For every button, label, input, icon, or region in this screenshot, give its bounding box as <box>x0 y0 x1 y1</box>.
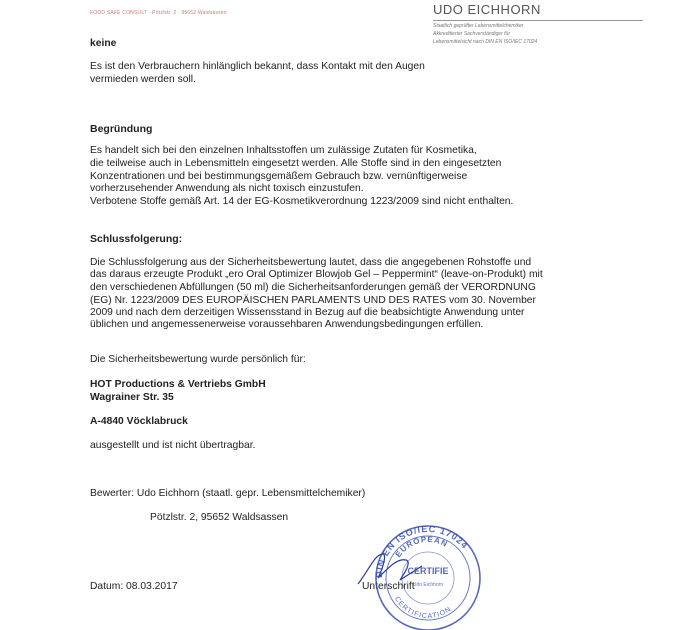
signature-label: Unterschrift <box>362 581 415 592</box>
letterhead-subtitle: Akkreditierter Sachverständiger für <box>433 31 510 37</box>
conclusion-line: Die Schlussfolgerung aus der Sicherheitsbewertung lautet, dass die angegebenen Rohstoffe und <box>90 257 532 268</box>
issued-outro: ausgestellt und ist nicht übertragbar. <box>90 440 256 451</box>
svg-text:CERTIFICATION <box>393 596 453 620</box>
effects-text-line: Es ist den Verbrauchern hinlänglich bekannt, dass Kontakt mit den Augen <box>90 61 425 72</box>
section-heading-conclusion: Schlussfolgerung: <box>90 233 183 245</box>
sender-address-line: FOOD SAFE CONSULT · Pötzlstr. 2 · 95652 Waldsassen <box>90 10 227 16</box>
date-line: Datum: 08.03.2017 <box>90 581 178 592</box>
stamp-top-text: EUROPEAN <box>393 534 450 559</box>
effects-text-line: vermieden werden soll. <box>90 74 196 85</box>
conclusion-line: üblichen und angemessenerweise voraussehbaren Anwendungsbedingungen erfüllen. <box>90 319 484 330</box>
certification-stamp <box>368 518 488 630</box>
client-street: Wagrainer Str. 35 <box>90 392 174 403</box>
conclusion-line: (EG) Nr. 1223/2009 DES EUROPÄISCHEN PARLAMENTS UND DES RATES vom 30. November <box>90 295 536 306</box>
conclusion-line: den verschiedenen Abfüllungen (50 ml) die Sicherheitsanforderungen gemäß der VERORDNUNG <box>90 282 536 293</box>
stamp-center-small: Udo Eichhorn <box>412 582 444 588</box>
assessor-address: Pötzlstr. 2, 95652 Waldsassen <box>150 512 289 523</box>
section-heading-reason: Begründung <box>90 123 153 135</box>
reason-line: vorherzusehender Anwendung als nicht toxisch einzustufen. <box>90 183 364 194</box>
conclusion-line: das daraus erzeugte Produkt „ero Oral Optimizer Blowjob Gel – Peppermint“ (leave-on-Produkt) mit <box>90 269 543 280</box>
stamp-bottom-text: CERTIFICATION <box>392 595 453 621</box>
reason-line: die teilweise auch in Lebensmitteln eingesetzt werden. Alle Stoffe sind in den eingesetzten <box>90 158 502 169</box>
conclusion-line: 2009 und nach dem derzeitigen Wissensstand in Bezug auf die beabsichtigte Anwendung unter <box>90 307 525 318</box>
assessor-line: Bewerter: Udo Eichhorn (staatl. gepr. Lebensmittelchemiker) <box>90 488 366 499</box>
reason-line: Konzentrationen und bei bestimmungsgemäßem Gebrauch bzw. vernünftigerweise <box>90 171 468 182</box>
reason-line: Verbotene Stoffe gemäß Art. 14 der EG-Kosmetikverordnung 1223/2009 sind nicht enthalten. <box>90 196 514 207</box>
stamp-outer-text: DIN EN ISO/IEC 17024 <box>373 523 471 579</box>
client-company: HOT Productions & Vertriebs GmbH <box>90 379 266 390</box>
issued-intro: Die Sicherheitsbewertung wurde persönlich für: <box>90 354 306 365</box>
effects-value: keine <box>90 38 117 49</box>
reason-line: Es handelt sich bei den einzelnen Inhaltsstoffen um zulässige Zutaten für Kosmetika, <box>90 145 477 156</box>
letterhead-subtitle: Lebensmittelsicht nach DIN EN ISO/IEC 17024 <box>433 39 538 45</box>
letterhead-subtitle: Staatlich geprüfter Lebensmittelchemiker <box>433 23 524 29</box>
client-city: A-4840 Vöcklabruck <box>90 416 188 427</box>
letterhead-divider <box>433 20 643 21</box>
letterhead-brand: UDO EICHHORN <box>433 2 541 17</box>
stamp-center-label: CERTIFIE <box>407 566 449 576</box>
